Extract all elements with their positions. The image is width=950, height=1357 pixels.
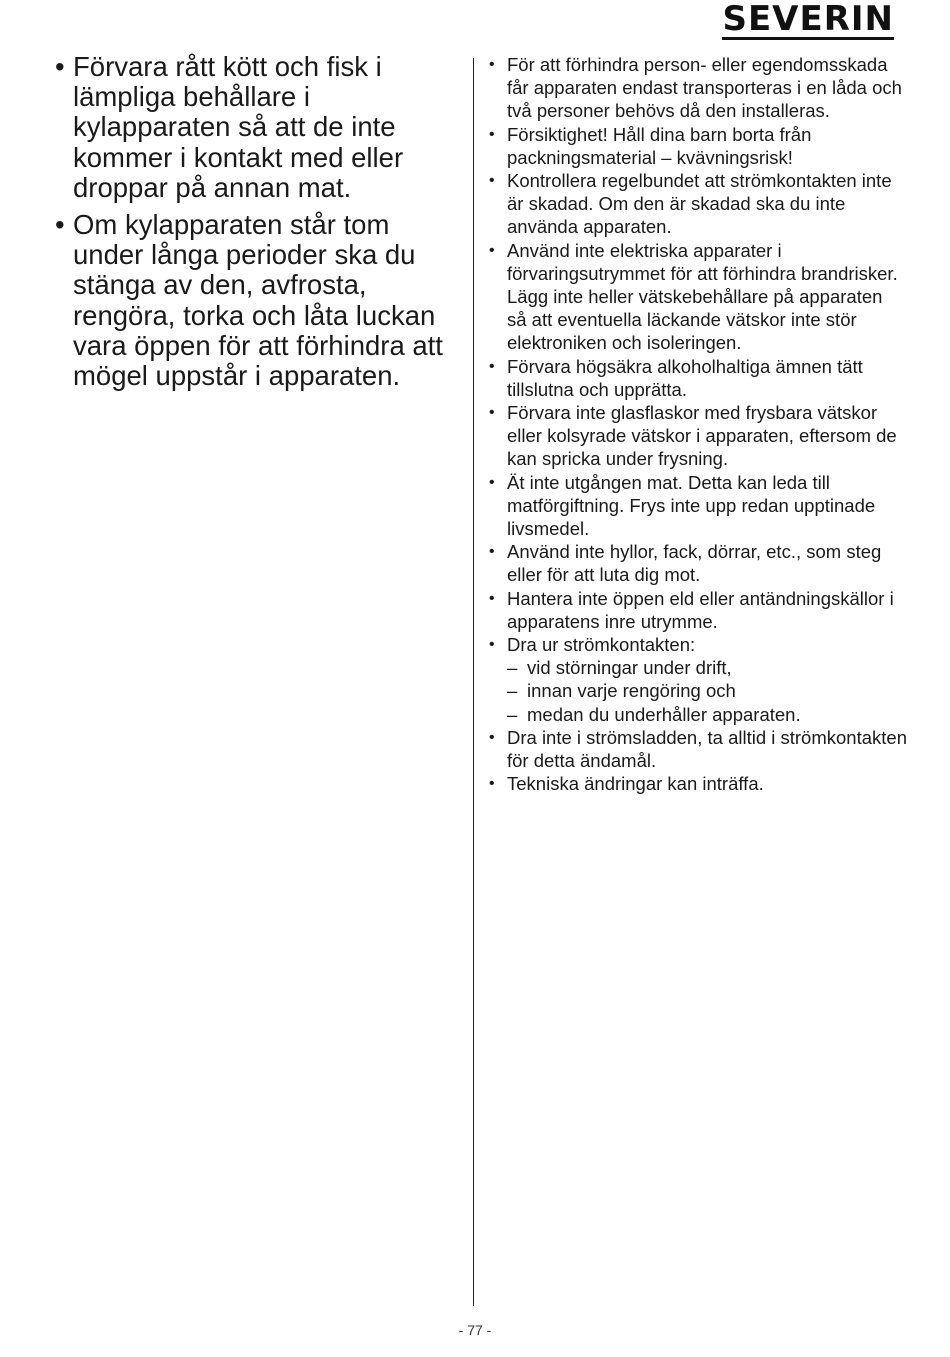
list-item-text: Förvara inte glasflaskor med frysbara vätskor eller kolsyrade vätskor i apparaten, eftersom de kan spricka under frysning.: [507, 402, 897, 470]
bullet-icon: •: [489, 172, 495, 190]
severin-logo: SEVERIN: [722, 0, 894, 39]
list-item-text: Använd inte hyllor, fack, dörrar, etc., som steg eller för att luta dig mot.: [507, 541, 882, 586]
list-item-text: Dra inte i strömsladden, ta alltid i strömkontakten för detta ändamål.: [507, 726, 907, 772]
list-item: [487, 123, 907, 169]
bullet-icon: •: [489, 728, 495, 746]
list-item-text: Hantera inte öppen eld eller antändningskällor i apparatens inre utrymme.: [507, 587, 894, 632]
bullet-icon: •: [489, 125, 495, 143]
list-item: [487, 169, 907, 239]
list-item: [487, 53, 907, 123]
list-item: [55, 52, 460, 203]
right-column: [487, 53, 907, 796]
list-item-text: Dra ur strömkontakten:: [507, 634, 696, 656]
list-item-text: Använd inte elektriska apparater i förvaringsutrymmet för att förhindra brandrisker. Lägg inte heller vätskebehållare på apparaten så att eventuella läckande vätskor inte stör elektroniken och isoleringen.: [507, 239, 898, 354]
bullet-icon: •: [489, 775, 495, 793]
column-divider: [473, 58, 474, 1306]
list-item: [487, 355, 907, 401]
dash-icon: –: [507, 657, 518, 679]
list-item-text: För att förhindra person- eller egendomsskada får apparaten endast transporteras i en låda och två personer behövs då den installeras.: [507, 54, 902, 122]
bullet-icon: •: [489, 636, 495, 654]
page-number: - 77 -: [458, 1322, 492, 1338]
left-column: [55, 52, 460, 398]
list-item: [487, 633, 907, 726]
list-item-text: Förvara rått kött och fisk i lämpliga behållare i kylapparaten så att de inte kommer i kontakt med eller droppar på annan mat.: [73, 51, 404, 203]
list-item: [487, 401, 907, 471]
bullet-icon: •: [489, 543, 495, 561]
left-bullet-list: [55, 52, 460, 391]
right-bullet-list: [487, 53, 907, 796]
list-item-text: Förvara högsäkra alkoholhaltiga ämnen tätt tillslutna och upprätta.: [507, 355, 863, 400]
bullet-icon: •: [489, 404, 495, 422]
bullet-icon: •: [489, 56, 495, 73]
dash-icon: –: [507, 680, 518, 702]
list-item-text: Kontrollera regelbundet att strömkontakten inte är skadad. Om den är skadad ska du inte använda apparaten.: [507, 170, 892, 238]
sub-list-item-text: innan varje rengöring och: [527, 680, 736, 702]
sub-list-item: [507, 656, 907, 679]
list-item: [487, 239, 907, 355]
list-item-text: Ät inte utgången mat. Detta kan leda till matförgiftning. Frys inte upp redan upptinade livsmedel.: [507, 471, 876, 540]
list-item: [487, 471, 907, 541]
sub-list-item: [507, 703, 907, 726]
list-item-text: Tekniska ändringar kan inträffa.: [507, 773, 764, 795]
list-item-text: Försiktighet! Håll dina barn borta från packningsmaterial – kvävningsrisk!: [507, 123, 812, 168]
sub-list-item-text: vid störningar under drift,: [527, 657, 732, 679]
bullet-icon: •: [489, 473, 495, 491]
bullet-icon: •: [489, 589, 495, 607]
list-item: [487, 540, 907, 586]
bullet-icon: •: [489, 241, 495, 259]
list-item: [55, 210, 460, 391]
bullet-icon: •: [489, 357, 495, 375]
sub-list-item: [507, 679, 907, 702]
bullet-icon: •: [55, 209, 65, 241]
bullet-icon: •: [55, 51, 65, 82]
dash-icon: –: [507, 703, 518, 725]
list-item-text: Om kylapparaten står tom under långa perioder ska du stänga av den, avfrosta, rengöra, torka och låta luckan vara öppen för att förhindra att mögel uppstår i apparaten.: [73, 209, 443, 392]
list-item: [487, 772, 907, 795]
list-item: [487, 587, 907, 633]
list-item: [487, 726, 907, 772]
sub-list-item-text: medan du underhåller apparaten.: [527, 703, 801, 725]
